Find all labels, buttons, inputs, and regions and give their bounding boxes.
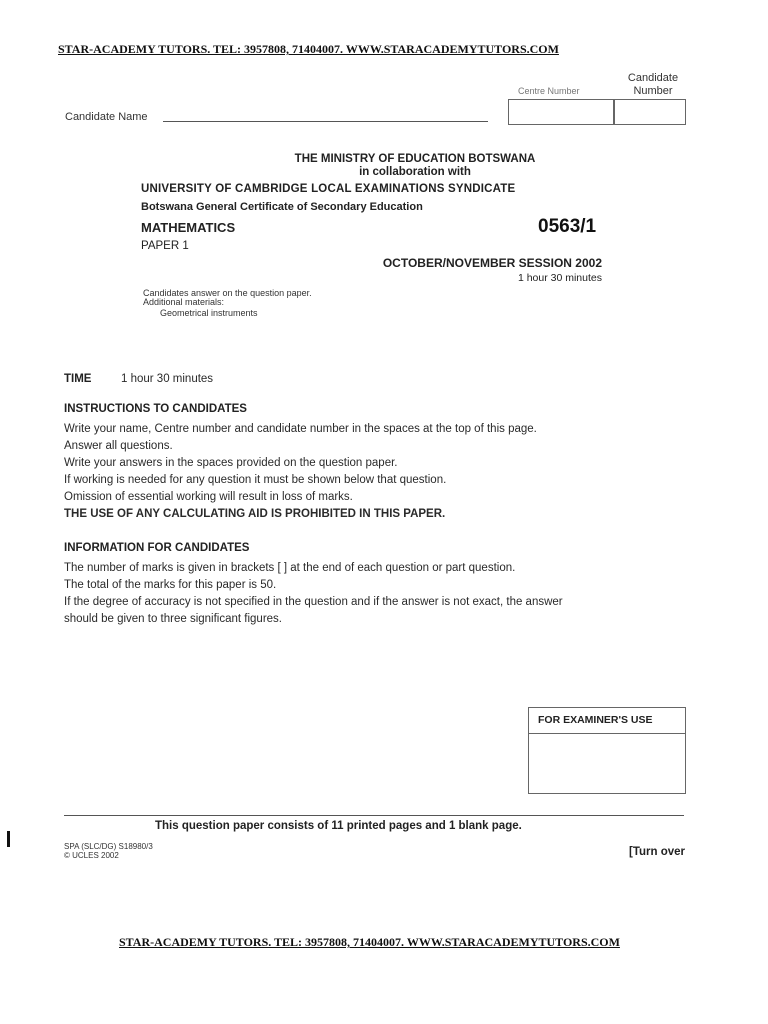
paper-number: PAPER 1 [141, 240, 189, 252]
university-line: UNIVERSITY OF CAMBRIDGE LOCAL EXAMINATIONS SYNDICATE [141, 183, 516, 195]
materials-line-1: Candidates answer on the question paper. [143, 288, 312, 298]
ministry-title: THE MINISTRY OF EDUCATION BOTSWANA [294, 153, 536, 165]
candidate-number-label-2: Number [633, 85, 673, 97]
centre-number-box[interactable] [508, 99, 615, 125]
instructions-heading: INSTRUCTIONS TO CANDIDATES [64, 403, 247, 415]
paper-code: 0563/1 [538, 216, 597, 237]
information-line: If the degree of accuracy is not specified in the question and if the answer is not exact, the answer [64, 596, 563, 608]
footer-ref: SPA (SLC/DG) S18980/3 [64, 842, 153, 851]
materials-line-2: Additional materials: [143, 297, 225, 307]
subject-title: MATHEMATICS [141, 220, 236, 235]
materials-line-3: Geometrical instruments [160, 308, 258, 318]
information-list [64, 560, 694, 628]
time-value: 1 hour 30 minutes [121, 373, 214, 385]
examiner-box [528, 707, 686, 794]
information-line: should be given to three significant figures. [64, 613, 282, 625]
collab-line: in collaboration with [359, 166, 471, 178]
information-heading: INFORMATION FOR CANDIDATES [64, 542, 250, 554]
instruction-line-prohibited: THE USE OF ANY CALCULATING AID IS PROHIBITED IN THIS PAPER. [64, 508, 446, 520]
instruction-line: Write your name, Centre number and candidate number in the spaces at the top of this page. [64, 423, 537, 435]
candidate-number-label-1: Candidate [627, 72, 679, 84]
scan-mark [7, 831, 10, 847]
instruction-line: Omission of essential working will result in loss of marks. [64, 491, 353, 503]
pages-note: This question paper consists of 11 printed pages and 1 blank page. [155, 820, 522, 832]
information-line: The total of the marks for this paper is 50. [64, 579, 277, 591]
top-banner: STAR-ACADEMY TUTORS. TEL: 3957808, 71404007. WWW.STARACADEMYTUTORS.COM [58, 42, 559, 56]
bottom-banner: STAR-ACADEMY TUTORS. TEL: 3957808, 71404007. WWW.STARACADEMYTUTORS.COM [119, 935, 620, 949]
candidate-number-box[interactable] [613, 99, 686, 125]
instructions-list [64, 421, 694, 523]
examiner-box-label: FOR EXAMINER'S USE [529, 708, 685, 734]
instruction-line: Answer all questions. [64, 440, 173, 452]
time-label: TIME [64, 373, 92, 385]
instruction-line: If working is needed for any question it must be shown below that question. [64, 474, 447, 486]
turn-over: [Turn over [628, 846, 685, 858]
footer-rule [64, 815, 684, 816]
candidate-name-line[interactable] [163, 121, 488, 122]
centre-number-label: Centre Number [518, 86, 580, 96]
candidate-name-label: Candidate Name [65, 111, 148, 123]
certificate-line: Botswana General Certificate of Secondary Education [141, 201, 423, 213]
information-line: The number of marks is given in brackets [ ] at the end of each question or part question. [64, 562, 516, 574]
duration-line: 1 hour 30 minutes [517, 272, 602, 284]
instruction-line: Write your answers in the spaces provided on the question paper. [64, 457, 398, 469]
session-line: OCTOBER/NOVEMBER SESSION 2002 [382, 256, 602, 270]
footer-copyright: © UCLES 2002 [64, 851, 119, 860]
